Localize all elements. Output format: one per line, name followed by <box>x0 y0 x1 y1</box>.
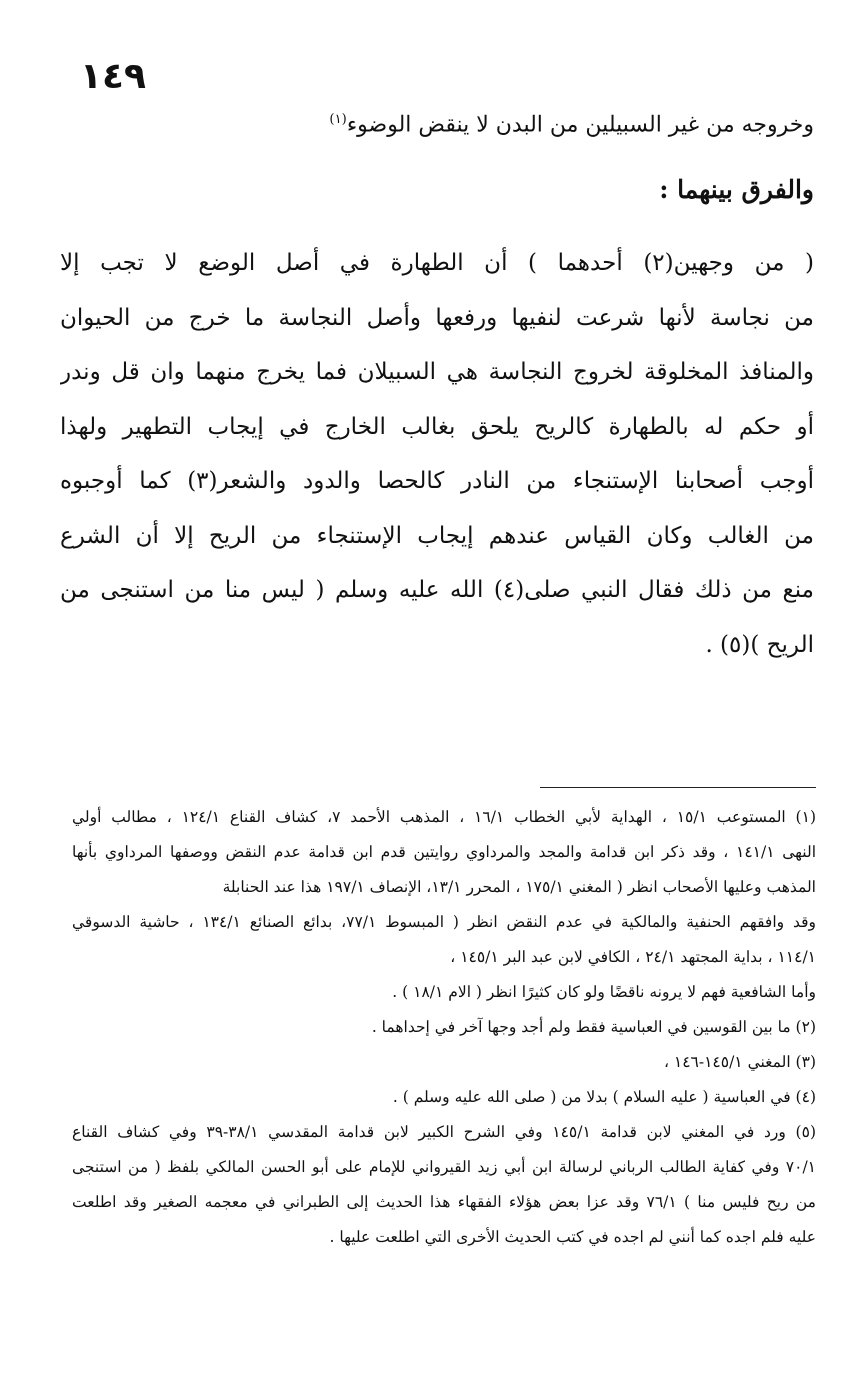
intro-line <box>60 100 814 145</box>
footnote-line: (٥) ورد في المغني لابن قدامة ١٤٥/١ وفي الشرح الكبير لابن قدامة المقدسي ٣٨/١-٣٩ وفي كشاف القناع <box>72 1123 816 1141</box>
footnote-line: النهى ١٤١/١ ، وقد ذكر ابن قدامة والمجد والمرداوي روايتين قدم ابن قدامة عدم النقض ووصفها المرداوي بأنها <box>72 843 816 861</box>
footnote-line: (٤) في العباسية ( عليه السلام ) بدلا من ( صلى الله عليه وسلم ) . <box>392 1088 816 1106</box>
footnote-line: من ريح فليس منا ) ٧٦/١ وقد عزا بعض هؤلاء الفقهاء هذا الحديث إلى الطبراني في معجمه الصغير وقد اطلعت <box>72 1193 816 1211</box>
paragraph-line: من نجاسة لأنها شرعت لنفيها ورفعها وأصل النجاسة ما خرج من الحيوان <box>60 304 814 331</box>
footnote-line: ٧٠/١ وفي كفاية الطالب الرباني لرسالة ابن أبي زيد القيرواني للإمام على أبو الحسن المالكي بلفظ ( من استنجى <box>72 1158 816 1176</box>
main-paragraph <box>60 236 814 672</box>
footnote-line: (٢) ما بين القوسين في العباسية فقط ولم أجد وجها آخر في إحداهما . <box>371 1018 816 1036</box>
footnote-divider <box>540 787 816 788</box>
paragraph-line: ( من وجهين(٢) أحدهما ) أن الطهارة في أصل الوضع لا تجب إلا <box>60 250 814 276</box>
footnote-line: (٣) المغني ١٤٥/١-١٤٦ ، <box>663 1053 816 1071</box>
footnote-line: وأما الشافعية فهم لا يرونه ناقضًا ولو كان كثيرًا انظر ( الام ١٨/١ ) . <box>392 983 816 1001</box>
intro-text <box>60 100 814 145</box>
page-number: ١٤٩ <box>80 56 146 97</box>
footnote-line: (١) المستوعب ١٥/١ ، الهداية لأبي الخطاب ١٦/١ ، المذهب الأحمد ٧، كشاف القناع ١٢٤/١ ، مطالب أولي <box>72 808 816 826</box>
paragraph-line: والمنافذ المخلوقة لخروج النجاسة هي السبيلان فما يخرج منهما وان قل وندر <box>60 359 814 385</box>
section-heading: والفرق بينهما : <box>659 175 814 204</box>
footnote-line: ١١٤/١ ، بداية المجتهد ٢٤/١ ، الكافي لابن عبد البر ١٤٥/١ ، <box>450 948 816 966</box>
footnotes <box>72 800 816 1255</box>
footnote-line: عليه فلم اجده كما أنني لم اجده في كتب الحديث الأخرى التي اطلعت عليها . <box>329 1228 816 1246</box>
intro-footnote-ref: (١) <box>329 112 347 127</box>
paragraph-line: الريح )(٥) . <box>705 631 814 658</box>
paragraph-line: أو حكم له بالطهارة كالريح يلحق بغالب الخارج في إيجاب التطهير ولهذا <box>60 413 814 440</box>
paragraph-line: من الغالب وكان القياس عندهم إيجاب الإستنجاء من الريح إلا أن الشرع <box>60 522 814 549</box>
footnote-line: المذهب وعليها الأصحاب انظر ( المغني ١٧٥/١ ، المحرر ١٣/١، الإنصاف ١٩٧/١ هذا عند الحنابلة <box>222 878 816 896</box>
intro-line-text: وخروجه من غير السبيلين من البدن لا ينقض الوضوء <box>346 112 814 138</box>
footnote-line: وقد وافقهم الحنفية والمالكية في عدم النقض انظر ( المبسوط ٧٧/١، بدائع الصنائع ١٣٤/١ ، حاشية الدسوقي <box>72 913 816 931</box>
paragraph-line: أوجب أصحابنا الإستنجاء من النادر كالحصا والدود والشعر(٣) كما أوجبوه <box>60 468 814 494</box>
paragraph-line: منع من ذلك فقال النبي صلى(٤) الله عليه وسلم ( ليس منا من استنجى من <box>60 577 814 603</box>
